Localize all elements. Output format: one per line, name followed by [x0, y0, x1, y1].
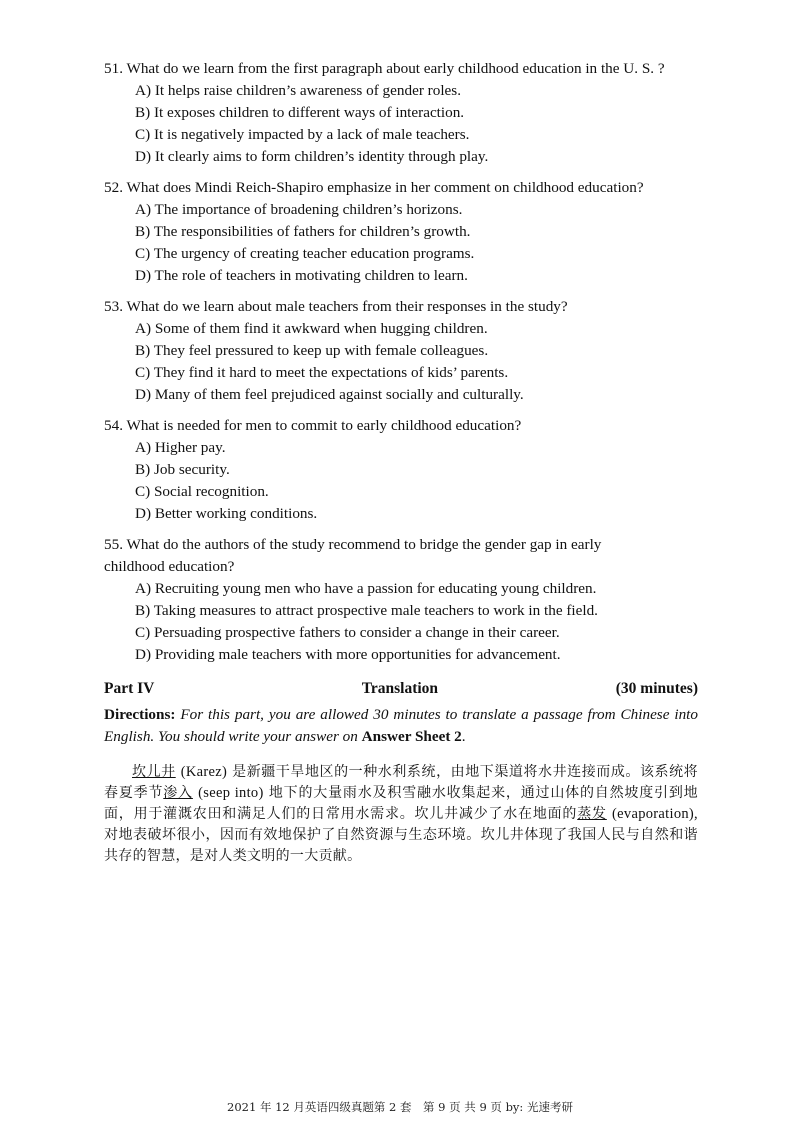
option-d: D) Better working conditions. — [135, 505, 318, 522]
directions — [104, 704, 698, 748]
option-a: A) Some of them find it awkward when hugging children. — [135, 320, 488, 337]
option-d: D) Many of them feel prejudiced against socially and culturally. — [135, 386, 524, 403]
directions-text: For this part, you are allowed 30 minutes to translate a passage from Chinese into English. You should write your answer on — [104, 706, 698, 745]
part-title: Translation — [361, 680, 439, 697]
option-a: A) Higher pay. — [135, 439, 226, 456]
option-d: D) It clearly aims to form children’s identity through play. — [135, 148, 489, 165]
option-b: B) It exposes children to different ways of interaction. — [135, 104, 465, 121]
option-a: A) It helps raise children’s awareness of gender roles. — [135, 82, 461, 99]
option-b: B) Job security. — [135, 461, 230, 478]
question-stem: 51. What do we learn from the first paragraph about early childhood education in the U. S. ? — [104, 60, 665, 77]
passage-segment: 对地表破坏很小，因而有效地保护了自然资源与生态环境。坎儿井体现了我国人民与自然和谐共存的智慧，是对人类文明的一大贡献。 — [104, 827, 698, 864]
option-c: C) It is negatively impacted by a lack of male teachers. — [135, 126, 470, 143]
option-d: D) The role of teachers in motivating children to learn. — [135, 267, 468, 284]
question-52 — [104, 177, 698, 287]
option-b: B) Taking measures to attract prospective male teachers to work in the field. — [135, 602, 598, 619]
question-stem-line1: 55. What do the authors of the study recommend to bridge the gender gap in early — [104, 536, 602, 553]
part-label: Part IV — [104, 680, 155, 697]
question-stem-line2: childhood education? — [104, 558, 235, 575]
option-c: C) Persuading prospective fathers to consider a change in their career. — [135, 624, 560, 641]
part-heading — [104, 678, 698, 700]
translation-passage — [104, 762, 698, 867]
option-a: A) The importance of broadening children’s horizons. — [135, 201, 463, 218]
directions-end: . — [461, 728, 466, 745]
option-b: B) The responsibilities of fathers for children’s growth. — [135, 223, 471, 240]
gloss-evaporation: (evaporation), — [612, 806, 698, 822]
question-stem: 53. What do we learn about male teachers from their responses in the study? — [104, 298, 568, 315]
option-b: B) They feel pressured to keep up with female colleagues. — [135, 342, 489, 359]
question-51 — [104, 58, 698, 168]
option-c: C) The urgency of creating teacher education programs. — [135, 245, 475, 262]
option-c: C) Social recognition. — [135, 483, 269, 500]
option-a: A) Recruiting young men who have a passion for educating young children. — [135, 580, 597, 597]
part-time: (30 minutes) — [615, 680, 698, 697]
passage-segment: 是新疆干旱地区的一种水利系统，由地下渠道将水井连接而成。该系统将春夏季节 — [104, 764, 698, 801]
term-karez: 坎儿井 — [132, 764, 176, 780]
term-seep-into: 渗入 — [163, 785, 193, 801]
question-stem: 54. What is needed for men to commit to early childhood education? — [104, 417, 522, 434]
option-c: C) They find it hard to meet the expectations of kids’ parents. — [135, 364, 509, 381]
gloss-seep-into: (seep into) — [198, 785, 264, 801]
directions-label: Directions: — [104, 706, 176, 723]
page-content — [104, 58, 698, 867]
answer-sheet-ref: Answer Sheet 2 — [361, 728, 462, 745]
term-evaporation: 蒸发 — [577, 806, 607, 822]
passage-segment: 地下的大量雨水及积雪融水收集起来，通过山体的自然坡度引到地面，用于灌溉农田和满足人们的日常用水需求。坎儿井减少了水在地面的 — [104, 785, 698, 822]
option-d: D) Providing male teachers with more opportunities for advancement. — [135, 646, 561, 663]
gloss-karez: (Karez) — [180, 764, 228, 780]
question-53 — [104, 296, 698, 406]
question-stem: 52. What does Mindi Reich-Shapiro emphasize in her comment on childhood education? — [104, 179, 644, 196]
question-55 — [104, 534, 698, 666]
question-54 — [104, 415, 698, 525]
page-footer: 2021 年 12 月英语四级真题第 2 套 第 9 页 共 9 页 by: 光速考研 — [227, 1100, 573, 1114]
